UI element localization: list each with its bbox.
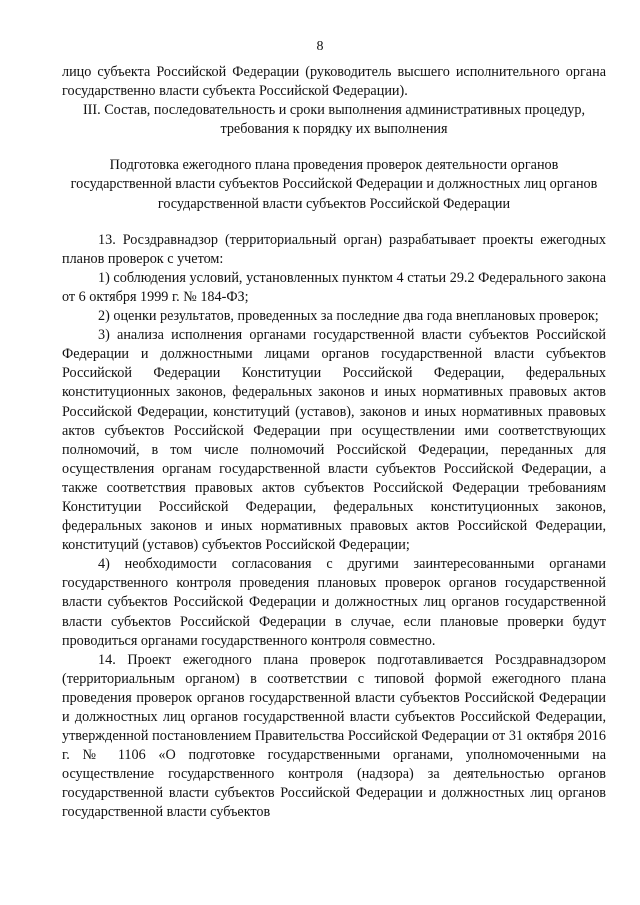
section-heading: III. Состав, последовательность и сроки выполнения административных процедур, требования к порядку их выполнения: [82, 102, 586, 138]
paragraph-13-item-3: 3) анализа исполнения органами государственной власти субъектов Российской Федерации и должностными лицами органов государственной власти субъектов Российской Федерации Конституции Российской Федерации, федеральных конституционных законов, федеральных законов и иных нормативных правовых актов Российской Федерации, конституций (уставов), законов и иных нормативных правовых актов субъектов Российской Федерации при осуществлении ими соответствующих полномочий, в том числе полномочий Российской Федерации, переданных для осуществления органам государственной власти субъектов Российской Федерации, а также соответствия правовых актов субъектов Российской Федерации требованиям Конституции Российской Федерации, федеральных конституционных законов, федеральных законов и иных нормативных правовых актов Российской Федерации, конституций (уставов) субъектов Российской Федерации;: [62, 327, 606, 554]
page-number: 8: [316, 39, 324, 54]
paragraph-13-item-2: 2) оценки результатов, проведенных за последние два года внеплановых проверок;: [98, 308, 599, 325]
document-body: [62, 63, 606, 823]
paragraph-13: 13. Росздравнадзор (территориальный орган) разрабатывает проекты ежегодных планов проверок с учетом:: [62, 231, 606, 267]
paragraph-13-item-4: 4) необходимости согласования с другими заинтересованными органами государственного контроля проведения плановых проверок органов государственной власти субъектов Российской Федерации и должностных лиц органов государственной власти субъектов Российской Федерации в случае, если плановые проверки будут проводиться органами государственного контроля совместно.: [62, 556, 606, 649]
paragraph-13-item-1: 1) соблюдения условий, установленных пунктом 4 статьи 29.2 Федерального закона от 6 октября 1999 г. № 184-ФЗ;: [62, 269, 606, 305]
subheading: Подготовка ежегодного плана проведения проверок деятельности органов государственной власти субъектов Российской Федерации и должностных лиц органов государственной власти субъектов Российской Федерации: [70, 157, 598, 212]
paragraph-14: 14. Проект ежегодного плана проверок подготавливается Росздравнадзором (территориальным органом) в соответствии с типовой формой ежегодного плана проведения проверок органов государственной власти субъектов Российской Федерации и должностных лиц органов государственной власти субъектов Российской Федерации, утвержденной постановлением Правительства Российской Федерации от 31 октября 2016 г. № 1106 «О подготовке государственными органами, уполномоченными на осуществление государственного контроля (надзора) за деятельностью органов государственной власти субъектов Российской Федерации и должностных лиц органов государственной власти субъектов: [62, 651, 606, 821]
paragraph-continuation: лицо субъекта Российской Федерации (руководитель высшего исполнительного органа государственно власти субъекта Российской Федерации).: [62, 64, 606, 100]
